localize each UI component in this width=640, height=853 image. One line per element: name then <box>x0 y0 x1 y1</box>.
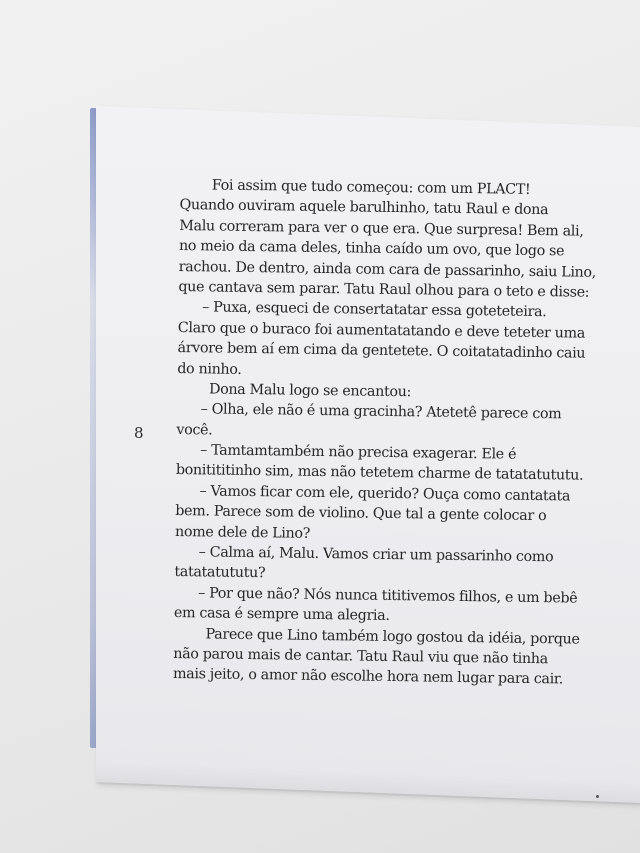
text-line: – Puxa, esqueci de consertatatar essa goteteteira. <box>202 299 547 321</box>
text-line: Malu correram para ver o que era. Que surpresa! Bem ali, <box>179 217 584 240</box>
text-line: rachou. De dentro, ainda com cara de passarinho, saiu Lino, <box>178 258 597 281</box>
text-line: bem. Parece som de violino. Que tal a gente colocar o <box>175 503 547 525</box>
text-line: do ninho. <box>177 360 242 378</box>
text-line: mais jeito, o amor não escolhe hora nem lugar para cair. <box>172 666 564 688</box>
text-line: – Vamos ficar com ele, querido? Ouça como cantatata <box>199 483 571 505</box>
text-line: Claro que o buraco foi aumentatatando e deve teteter uma <box>177 319 586 342</box>
text-line: Dona Malu logo se encantou: <box>208 381 412 401</box>
text-line: – Calma aí, Malu. Vamos criar um passarinho como <box>198 544 554 566</box>
text-line: no meio da cama deles, tinha caído um ovo, que logo se <box>178 238 565 260</box>
text-line: Foi assim que tudo começou: com um PLACT! <box>211 177 531 198</box>
text-line: não parou mais de cantar. Tatu Raul viu que não tinha <box>173 645 548 668</box>
text-line: tatatatututu? <box>174 564 266 582</box>
text-line: – Por que não? Nós nunca tititivemos filhos, e um bebê <box>198 585 578 607</box>
text-line: árvore bem aí em cima da gentetete. O coitatatadinho caiu <box>177 340 586 362</box>
text-line: bonitititinho sim, mas não tetetem charme de tatatatututu. <box>175 462 584 485</box>
page-number: 8 <box>134 424 144 442</box>
text-line: – Olha, ele não é uma gracinha? Atetetê parece com <box>200 401 562 423</box>
text-line: que cantava sem parar. Tatu Raul olhou para o teto e disse: <box>178 278 590 301</box>
text-line: – Tamtamtambém não precisa exagerar. Ele é <box>200 442 517 463</box>
story-text <box>172 175 597 690</box>
text-line: você. <box>176 421 213 439</box>
text-line: Parece que Lino também logo gostou da idéia, porque <box>205 625 580 648</box>
text-line: nome dele de Lino? <box>174 523 311 542</box>
text-line: em casa é sempre uma alegria. <box>173 605 390 625</box>
dust-speck <box>596 795 599 798</box>
text-line: Quando ouviram aquele barulhinho, tatu Raul e dona <box>179 197 549 219</box>
